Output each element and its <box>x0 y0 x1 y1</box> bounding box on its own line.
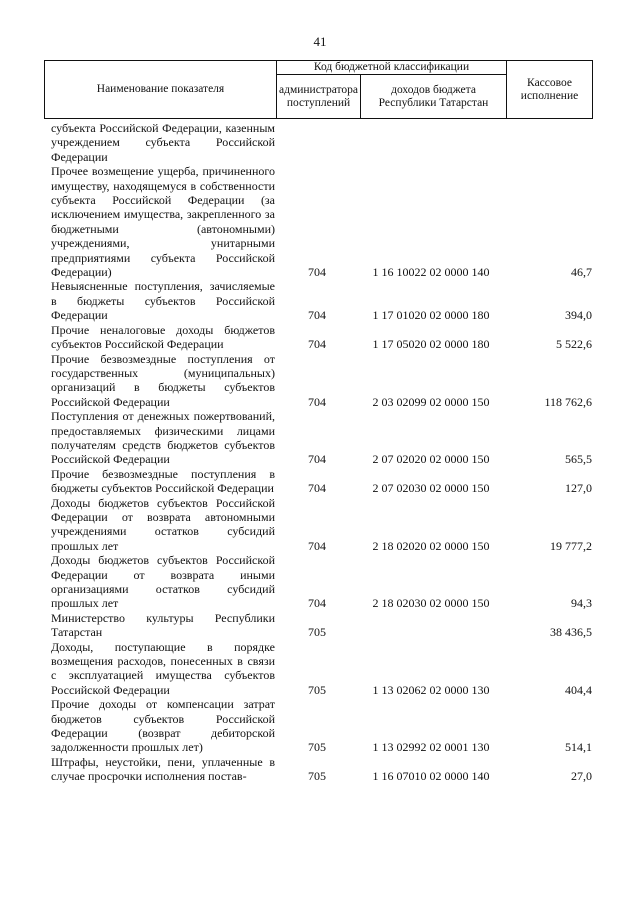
row-sum: 404,4 <box>565 682 592 697</box>
row-admin-code: 704 <box>308 481 326 496</box>
row-income-code: 1 16 10022 02 0000 140 <box>372 265 490 280</box>
row-sum: 38 436,5 <box>550 625 592 640</box>
row-name: Прочие безвозмездные поступления от государственных (муниципальных) организаций в бюджеты субъектов Российской Федерации <box>51 351 275 409</box>
row-income-code: 2 07 02020 02 0000 150 <box>372 452 490 467</box>
row-sum: 394,0 <box>565 308 592 323</box>
table-body <box>0 121 640 784</box>
page-number: 41 <box>313 34 327 49</box>
header-name-column: Наименование показателя <box>45 61 277 119</box>
row-income-code: 1 13 02062 02 0000 130 <box>372 682 490 697</box>
table-row <box>0 467 640 496</box>
table-row <box>0 496 640 554</box>
header-sum-column: Кассовое исполнение <box>507 61 593 119</box>
row-income-code: 1 17 05020 02 0000 180 <box>372 337 490 352</box>
table-row <box>0 164 640 279</box>
row-name: Доходы бюджетов субъектов Российской Федерации от возврата иными организациями остатков субсидий прошлых лет <box>51 553 275 611</box>
row-sum: 118 762,6 <box>544 394 592 409</box>
table-row <box>0 352 640 410</box>
table-row <box>0 279 640 322</box>
row-name: Прочие доходы от компенсации затрат бюджетов субъектов Российской Федерации (возврат дебиторской задолженности прошлых лет) <box>51 697 275 755</box>
row-sum: 94,3 <box>571 596 592 611</box>
table-row <box>0 697 640 755</box>
row-name: Доходы бюджетов субъектов Российской Федерации от возврата автономными учреждениями остатков субсидий прошлых лет <box>51 495 275 553</box>
row-income-code: 2 07 02030 02 0000 150 <box>372 481 490 496</box>
row-sum: 514,1 <box>565 740 592 755</box>
table-row <box>0 409 640 467</box>
row-admin-code: 705 <box>308 682 326 697</box>
row-sum: 565,5 <box>565 452 592 467</box>
row-name: Прочее возмещение ущерба, причиненного имуществу, находящемуся в собственности субъекта Российской Федерации (за исключением имущества, закрепленного за бюджетными (автономными) учреждениями, унитарными предприятиями субъекта Российской Федерации) <box>51 164 275 280</box>
row-sum: 127,0 <box>565 481 592 496</box>
row-name: Министерство культуры Республики Татарстан <box>51 610 275 640</box>
table-row <box>0 640 640 698</box>
row-admin-code: 704 <box>308 452 326 467</box>
row-name: Штрафы, неустойки, пени, уплаченные в случае просрочки исполнения постав- <box>51 754 275 784</box>
row-admin-code: 705 <box>308 769 326 784</box>
row-income-code: 1 16 07010 02 0000 140 <box>372 769 490 784</box>
row-admin-code: 705 <box>308 740 326 755</box>
row-income-code: 2 18 02020 02 0000 150 <box>372 538 490 553</box>
row-name: Доходы, поступающие в порядке возмещения расходов, понесенных в связи с эксплуатацией имущества субъектов Российской Федерации <box>51 639 275 697</box>
row-sum: 19 777,2 <box>550 538 592 553</box>
table-row <box>0 611 640 640</box>
row-admin-code: 704 <box>308 337 326 352</box>
row-name: Прочие безвозмездные поступления в бюджеты субъектов Российской Федерации <box>51 466 275 496</box>
row-admin-code: 704 <box>308 265 326 280</box>
row-income-code: 1 13 02992 02 0001 130 <box>372 740 490 755</box>
table-row <box>0 121 640 164</box>
row-admin-code: 704 <box>308 596 326 611</box>
header-classification: Код бюджетной классификации <box>277 61 507 75</box>
row-name: Поступления от денежных пожертвований, предоставляемых физическими лицами получателям средств бюджетов субъектов Российской Федерации <box>51 409 275 467</box>
row-admin-code: 704 <box>308 394 326 409</box>
row-sum: 27,0 <box>571 769 592 784</box>
table-row <box>0 553 640 611</box>
row-income-code: 2 03 02099 02 0000 150 <box>372 394 490 409</box>
row-admin-code: 704 <box>308 538 326 553</box>
row-income-code: 1 17 01020 02 0000 180 <box>372 308 490 323</box>
header-income-column: доходов бюджета Республики Татарстан <box>361 75 507 119</box>
row-income-code: 2 18 02030 02 0000 150 <box>372 596 490 611</box>
table-row <box>0 755 640 784</box>
table-row <box>0 323 640 352</box>
row-admin-code: 704 <box>308 308 326 323</box>
row-sum: 5 522,6 <box>556 337 592 352</box>
row-name: Прочие неналоговые доходы бюджетов субъектов Российской Федерации <box>51 322 275 352</box>
row-sum: 46,7 <box>571 265 592 280</box>
row-name: Невыясненные поступления, зачисляемые в бюджеты субъектов Российской Федерации <box>51 279 275 323</box>
header-admin-column: администратора поступлений <box>277 75 361 119</box>
row-admin-code: 705 <box>308 625 326 640</box>
table-header <box>44 60 593 119</box>
row-name: субъекта Российской Федерации, казенным учреждением субъекта Российской Федерации <box>51 121 275 164</box>
